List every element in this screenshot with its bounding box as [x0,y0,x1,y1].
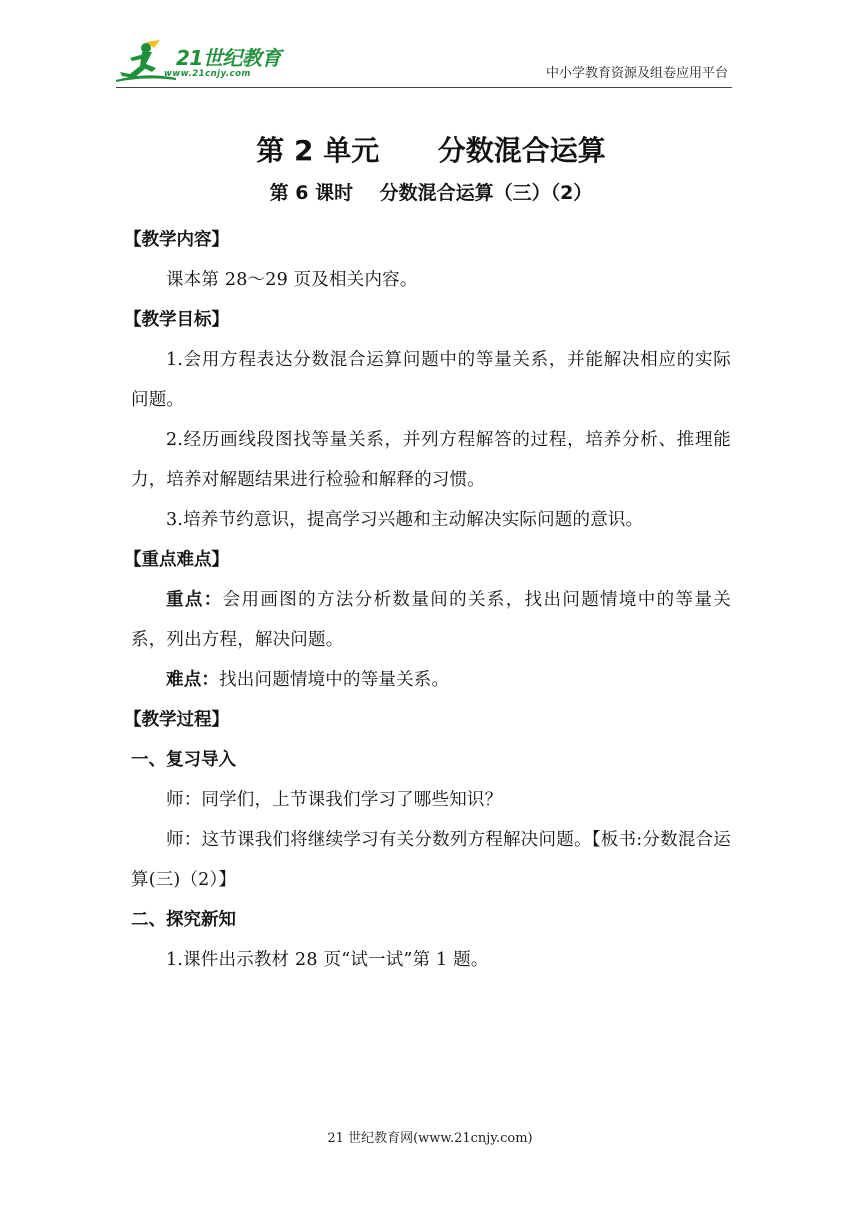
key-point [131,580,731,660]
goal-item-3: 3.培养节约意识，提高学习兴趣和主动解决实际问题的意识。 [166,510,644,530]
process-part1-line-2: 师：这节课我们将继续学习有关分数列方程解决问题。【板书:分数混合运算(三)（2）】 [131,830,731,890]
document-body [124,128,731,980]
process-part2-heading: 二、探究新知 [131,910,236,930]
site-logo[interactable] [116,38,286,84]
page-footer: 21 世纪教育网(www.21cnjy.com) [327,1131,533,1146]
process-part1-heading: 一、复习导入 [131,750,236,770]
hard-point [131,660,731,700]
key-point-label: 重点： [166,590,223,610]
section-heading-keypoints: 【重点难点】 [124,550,229,570]
section-heading-content: 【教学内容】 [124,230,229,250]
hard-point-label: 难点： [166,670,220,690]
hard-point-text: 找出问题情境中的等量关系。 [219,670,450,690]
goal-item-1: 1.会用方程表达分数混合运算问题中的等量关系，并能解决相应的实际问题。 [131,350,731,410]
unit-title: 第 2 单元 分数混合运算 [256,134,606,167]
key-point-text: 会用画图的方法分析数量间的关系，找出问题情境中的等量关系，列出方程，解决问题。 [131,590,731,650]
header-divider [116,87,732,88]
page-header [0,0,860,100]
goal-item-2: 2.经历画线段图找等量关系，并列方程解答的过程，培养分析、推理能力，培养对解题结果进行检验和解释的习惯。 [131,430,731,490]
lesson-subtitle: 第 6 课时 分数混合运算（三）（2） [269,182,593,204]
content-text: 课本第 28～29 页及相关内容。 [166,270,418,290]
process-part2-line-1: 1.课件出示教材 28 页“试一试”第 1 题。 [166,950,489,970]
process-part1-line-1: 师：同学们，上节课我们学习了哪些知识？ [166,790,503,810]
section-heading-process: 【教学过程】 [124,710,229,730]
section-heading-goals: 【教学目标】 [124,310,229,330]
header-tagline: 中小学教育资源及组卷应用平台 [545,66,728,81]
logo-text: 21世纪教育 [176,46,281,70]
logo-url: www.21cnjy.com [164,69,251,79]
